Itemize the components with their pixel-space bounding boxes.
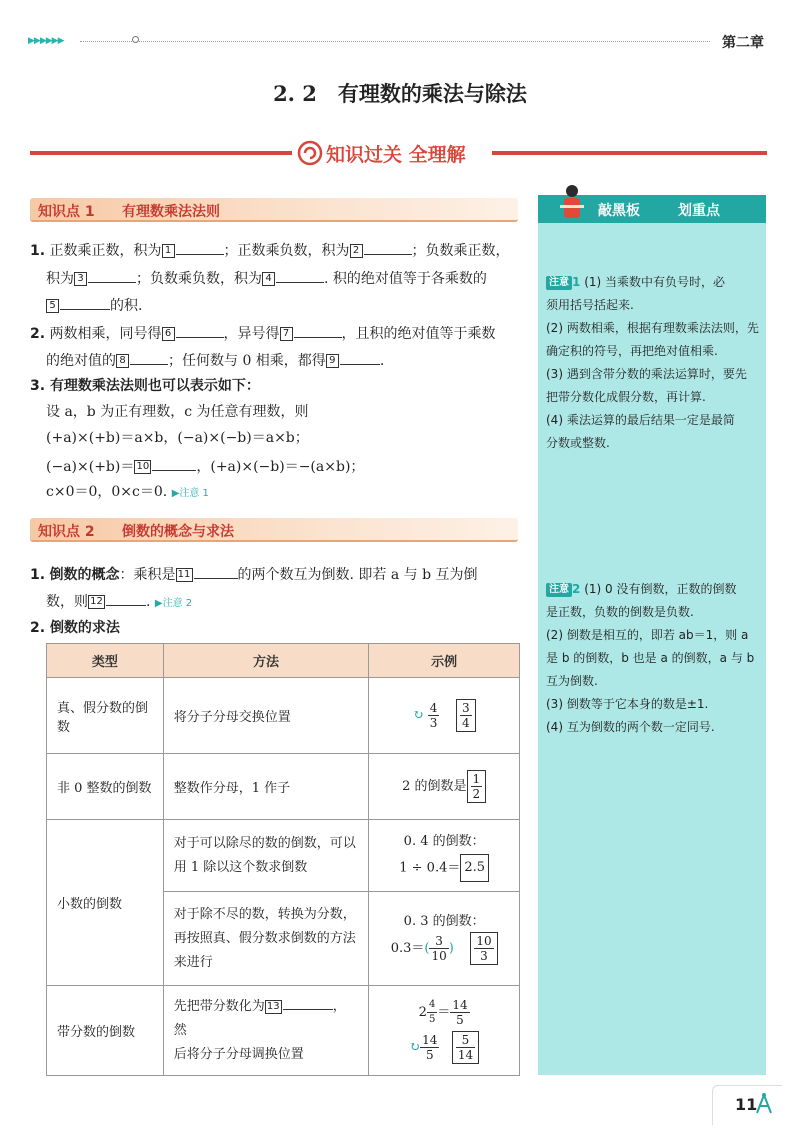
section-title: 2. 2 有理数的乘法与除法 <box>273 81 527 106</box>
teacher-icon <box>558 183 586 223</box>
text: . <box>146 594 151 610</box>
text: ，(+a)×(−b)＝−(a×b)； <box>196 459 365 475</box>
banner-line-right <box>492 151 767 155</box>
header-divider <box>80 41 710 42</box>
note-line: (2) 倒数是相互的，即若 ab＝1，则 a <box>546 628 749 642</box>
table-row <box>47 986 520 1076</box>
table-header-row <box>47 644 520 678</box>
table-cell-example <box>369 986 520 1076</box>
table-cell-method: 对于可以除尽的数的倒数，可以用 1 除以这个数求倒数 <box>163 820 369 892</box>
text: . 积的绝对值等于各乘数的 <box>324 271 487 287</box>
kp1-label: 知识点 1 <box>38 204 95 220</box>
kp1-item3-line2: (+a)×(+b)＝a×b，(−a)×(−b)＝a×b； <box>46 430 309 446</box>
sidebar-key-points <box>538 195 766 1075</box>
answer-blank[interactable] <box>176 239 224 255</box>
table-cell-type: 小数的倒数 <box>47 820 164 986</box>
table-cell-type: 带分数的倒数 <box>47 986 164 1076</box>
text: 2 <box>418 1004 427 1020</box>
blank-number: 13 <box>265 1000 282 1014</box>
note-tag: 注意 <box>546 583 572 597</box>
banner-title: 知识过关 全理解 <box>326 144 466 166</box>
kp1-item3-line3 <box>46 455 364 477</box>
swirl-icon <box>297 140 323 166</box>
item-number: 3. <box>30 378 46 394</box>
note-number: 1 <box>572 275 581 289</box>
note-line: (1) 当乘数中有负号时，必 <box>584 275 726 289</box>
text: 两数相乘，同号得 <box>49 326 162 342</box>
item-number: 1. <box>30 243 46 259</box>
text: 2 的倒数是 <box>402 779 467 794</box>
text: 后将分子分母调换位置 <box>173 1047 304 1062</box>
text: ＝ <box>437 1004 451 1020</box>
page-number: 11 <box>735 1095 758 1114</box>
note-line: (4) 互为倒数的两个数一定同号. <box>546 720 715 734</box>
answer-box: $\frac{10}{3}$ <box>470 932 497 965</box>
compass-icon <box>752 1092 776 1116</box>
note-reference[interactable]: ▶注意 2 <box>154 598 193 609</box>
chapter-label: 第二章 <box>722 35 764 51</box>
table-cell-example <box>369 820 520 892</box>
note-number: 2 <box>572 582 581 596</box>
table-row <box>47 754 520 820</box>
text: 的两个数互为倒数. 即若 a 与 b 互为倒 <box>237 567 478 583</box>
note-reference[interactable]: ▶注意 1 <box>171 488 209 499</box>
header-circle-decoration <box>132 36 139 43</box>
text: ；负数乘负数，积为 <box>136 271 262 287</box>
table-cell-example <box>369 892 520 986</box>
blank-number: 12 <box>88 595 105 609</box>
text: 0. 4 的倒数： <box>403 833 485 849</box>
table-header: 示例 <box>369 644 520 678</box>
answer-blank[interactable] <box>194 563 238 579</box>
blank-number: 10 <box>134 460 151 474</box>
blank-number: 4 <box>262 272 275 286</box>
kp1-title: 有理数乘法法则 <box>122 204 220 220</box>
table-cell-example <box>369 754 520 820</box>
swap-arrow-icon: ( <box>424 941 430 956</box>
table-header: 类型 <box>47 644 164 678</box>
fraction: $\frac{4}{3}$ <box>429 701 438 730</box>
kp1-item2-line2 <box>46 349 384 371</box>
kp1-header <box>30 198 518 222</box>
table-cell-example <box>369 678 520 754</box>
blank-number: 5 <box>46 299 59 313</box>
kp1-item1-line3 <box>46 294 142 316</box>
note-line: 是 b 的倒数，b 也是 a 的倒数，a 与 b <box>546 651 755 665</box>
table-header: 方法 <box>163 644 369 678</box>
text: c×0＝0，0×c＝0. <box>46 484 168 500</box>
answer-box: $\frac{5}{14}$ <box>452 1031 479 1064</box>
answer-blank[interactable] <box>106 590 146 606</box>
text: ，异号得 <box>223 326 280 342</box>
text: (−a)×(+b)＝ <box>46 459 135 475</box>
answer-blank[interactable] <box>88 267 136 283</box>
item-number: 1. <box>30 567 46 583</box>
text: ；负数乘正数， <box>411 243 510 259</box>
answer-blank[interactable] <box>283 994 333 1010</box>
text: 的绝对值的 <box>46 353 116 369</box>
kp1-item1-line2 <box>46 267 487 289</box>
fraction: $\frac{14}{5}$ <box>422 1032 438 1062</box>
blank-number: 11 <box>176 568 193 582</box>
note-2 <box>546 578 760 739</box>
swap-arrow-icon: ) <box>448 941 454 956</box>
answer-blank[interactable] <box>152 455 196 471</box>
kp2-title: 倒数的概念与求法 <box>122 524 234 540</box>
item-number: 2. <box>30 326 46 342</box>
text: 0. 3 的倒数： <box>403 914 485 929</box>
kp1-item3-line4 <box>46 482 209 504</box>
note-line: (2) 两数相乘，根据有理数乘法法则，先 <box>546 321 759 335</box>
answer-blank[interactable] <box>130 349 168 365</box>
header-strip <box>0 0 800 60</box>
text: 倒数的概念 <box>49 567 120 583</box>
text: ；任何数与 0 相乘，都得 <box>168 353 326 369</box>
table-row <box>47 820 520 892</box>
kp2-item2-title <box>30 618 120 638</box>
table-cell-type: 非 0 整数的倒数 <box>47 754 164 820</box>
blank-number: 9 <box>326 354 339 368</box>
blank-number: 2 <box>350 244 363 258</box>
kp1-item1-line1 <box>30 239 510 261</box>
sidebar-header-title1: 敲黑板 <box>598 203 640 219</box>
answer-blank[interactable] <box>60 294 110 310</box>
text: ：乘积是 <box>119 567 176 583</box>
kp1-item3-title <box>30 376 260 396</box>
text: ，然 <box>173 999 346 1038</box>
answer-blank[interactable] <box>364 239 412 255</box>
swap-arrow-icon: ↻ <box>412 708 424 723</box>
note-line: 把带分数化成假分数，再计算. <box>546 390 706 404</box>
table-cell-method <box>163 986 369 1076</box>
table-cell-type: 真、假分数的倒数 <box>47 678 164 754</box>
blank-number: 3 <box>74 272 87 286</box>
note-line: (3) 倒数等于它本身的数是±1. <box>546 697 709 711</box>
note-line: 互为倒数. <box>546 674 598 688</box>
sidebar-header-title2: 划重点 <box>678 203 720 219</box>
fraction: $\frac{14}{5}$ <box>452 997 468 1027</box>
fraction: $\frac{4}{5}$ <box>428 998 436 1025</box>
note-line: (1) 0 没有倒数，正数的倒数 <box>584 582 737 596</box>
kp2-item1-line1 <box>30 563 478 585</box>
note-line: 分数或整数. <box>546 436 610 450</box>
swap-arrow-icon: ↻ <box>409 1039 421 1055</box>
text: 的积. <box>110 298 143 314</box>
text: 0.3＝ <box>390 941 425 956</box>
kp1-item3-line1: 设 a，b 为正有理数，c 为任意有理数，则 <box>46 404 309 420</box>
text: 积为 <box>46 271 74 287</box>
text: ；正数乘负数，积为 <box>223 243 350 259</box>
answer-blank[interactable] <box>294 322 342 338</box>
note-line: 须用括号括起来. <box>546 298 634 312</box>
text: . <box>379 353 385 369</box>
text: 1 ÷ 0.4＝ <box>399 860 461 875</box>
blank-number: 1 <box>162 244 175 258</box>
text: 数，则 <box>46 594 88 610</box>
answer-box: 2.5 <box>460 854 489 882</box>
kp2-header <box>30 518 518 542</box>
answer-box: $\frac{3}{4}$ <box>456 699 476 732</box>
item-number: 2. <box>30 620 46 636</box>
kp1-item2-line1 <box>30 322 496 344</box>
text: 倒数的求法 <box>49 620 120 636</box>
answer-blank[interactable] <box>176 322 224 338</box>
note-line: (4) 乘法运算的最后结果一定是最简 <box>546 413 735 427</box>
kp2-label: 知识点 2 <box>38 524 95 540</box>
reciprocal-table <box>46 643 520 1076</box>
answer-blank[interactable] <box>340 349 380 365</box>
text: ，且积的绝对值等于乘数 <box>341 326 496 342</box>
kp2-item1-line2 <box>46 590 192 614</box>
note-line: 确定积的符号，再把绝对值相乘. <box>546 344 718 358</box>
note-tag: 注意 <box>546 276 572 290</box>
table-cell-method: 对于除不尽的数，转换为分数，再按照真、假分数求倒数的方法来进行 <box>163 892 369 986</box>
blank-number: 6 <box>162 327 175 341</box>
text: 有理数乘法法则也可以表示如下： <box>49 378 260 394</box>
answer-blank[interactable] <box>276 267 324 283</box>
header-arrows-decoration: ▶▶▶▶▶▶ <box>28 36 64 46</box>
blank-number: 8 <box>116 354 129 368</box>
table-row <box>47 678 520 754</box>
text: 先把带分数化为 <box>173 999 265 1014</box>
note-line: 是正数，负数的倒数是负数. <box>546 605 694 619</box>
sidebar-header <box>538 195 766 223</box>
note-1 <box>546 271 760 455</box>
fraction: $\frac{3}{10}$ <box>431 934 447 963</box>
text: 正数乘正数，积为 <box>49 243 162 259</box>
answer-box: $\frac{1}{2}$ <box>467 770 487 803</box>
table-cell-method: 将分子分母交换位置 <box>163 678 369 754</box>
banner-line-left <box>30 151 292 155</box>
note-line: (3) 遇到含带分数的乘法运算时，要先 <box>546 367 747 381</box>
table-cell-method: 整数作分母，1 作子 <box>163 754 369 820</box>
blank-number: 7 <box>280 327 293 341</box>
